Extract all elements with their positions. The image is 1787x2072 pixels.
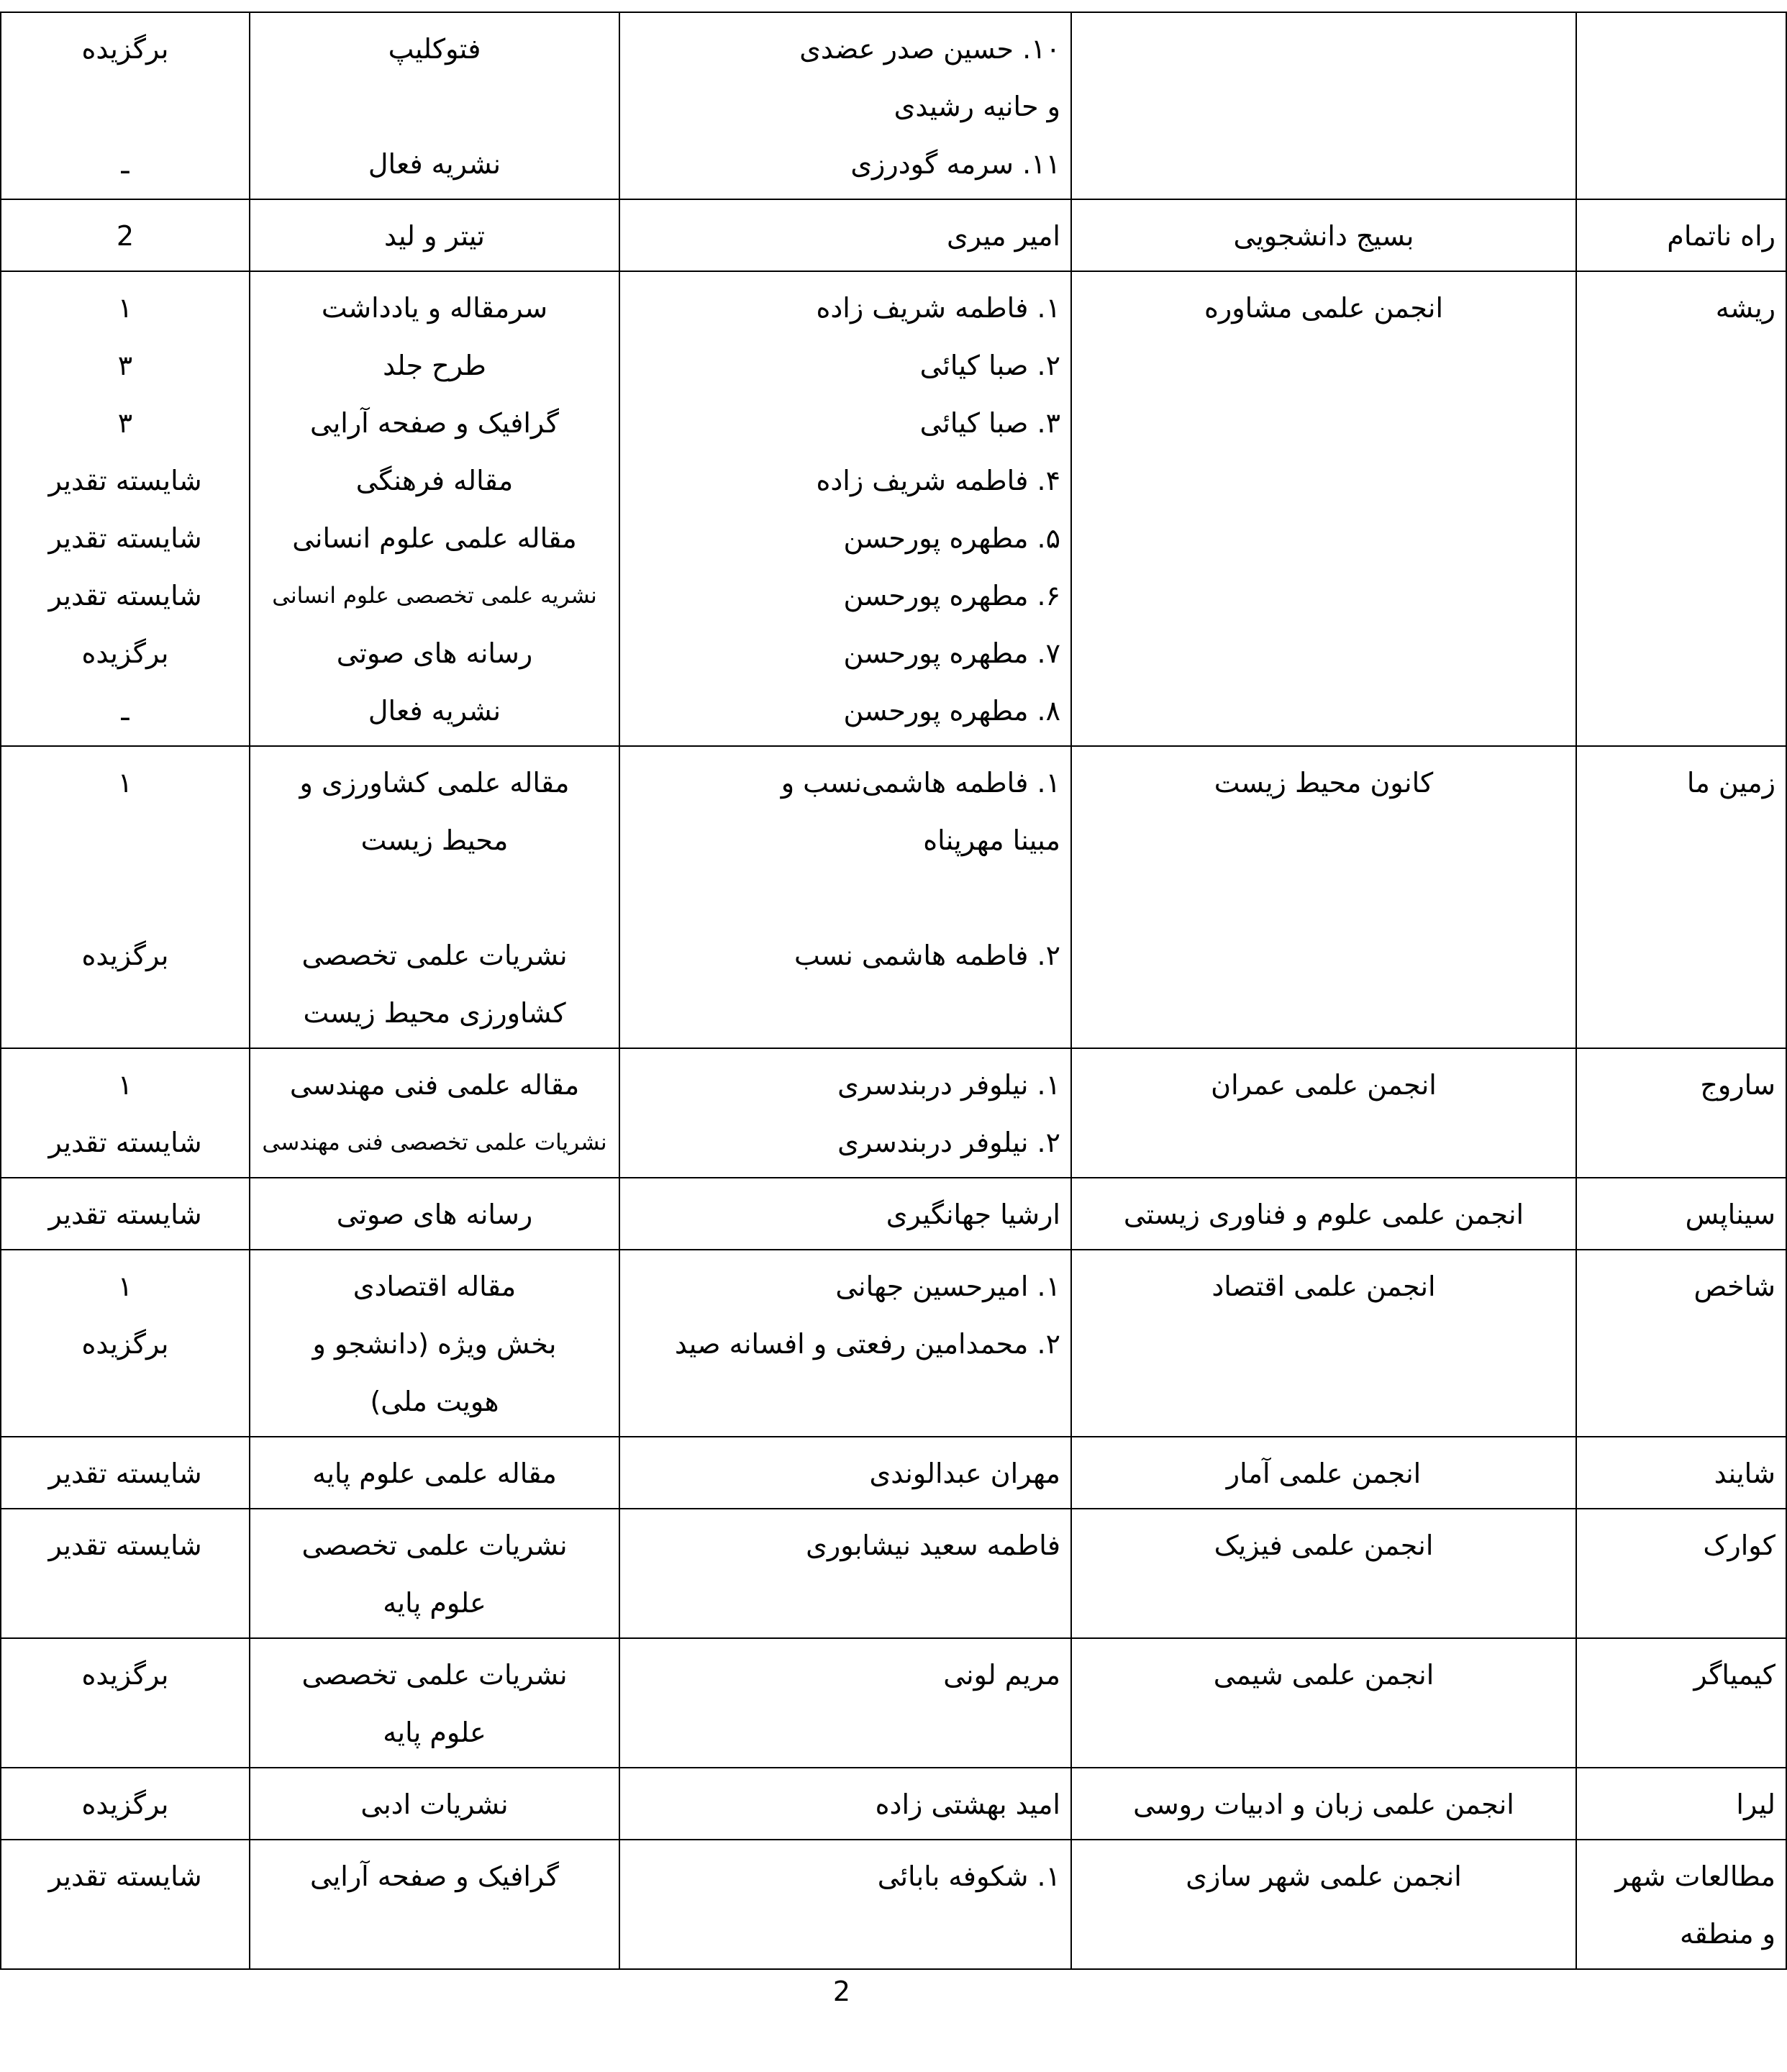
publication-name-line: و منطقه: [1679, 1918, 1775, 1950]
author-names-cell: [619, 1840, 1071, 1969]
author-names-line: ارشیا جهانگیری: [886, 1199, 1060, 1230]
publication-name-line: لیرا: [1736, 1789, 1775, 1820]
rank-line: ۱: [117, 1069, 133, 1101]
category-line: نشریات علمی تخصصی: [301, 940, 568, 971]
publication-name-cell: [1576, 1178, 1786, 1250]
author-names-line: مبینا مهرپناه: [923, 824, 1060, 856]
category-cell: [250, 199, 619, 271]
category-line: مقاله علمی فنی مهندسی: [289, 1069, 580, 1101]
table-row: [1, 1178, 1786, 1250]
rank-line: شایسته تقدیر: [48, 1860, 202, 1892]
organization-line: کانون محیط زیست: [1214, 767, 1434, 799]
rank-cell: [1, 271, 250, 746]
publication-name-cell: [1576, 271, 1786, 746]
author-names-cell: [619, 1638, 1071, 1768]
publication-name-line: شایند: [1714, 1458, 1775, 1489]
author-names-line: ۳. صبا کیائی: [919, 407, 1060, 439]
category-line: مقاله علمی علوم انسانی: [292, 522, 577, 554]
category-line: نشریات علمی تخصصی: [301, 1530, 568, 1561]
category-line: رسانه های صوتی: [336, 637, 533, 669]
category-line: نشریه فعال: [368, 148, 501, 180]
category-cell: [250, 1768, 619, 1840]
author-names-line: فاطمه سعید نیشابوری: [806, 1530, 1060, 1561]
category-line: تیتر و لید: [384, 220, 485, 252]
rank-line: شایسته تقدیر: [48, 580, 202, 612]
organization-cell: [1071, 271, 1576, 746]
table-row: [1, 1509, 1786, 1638]
organization-line: انجمن علمی مشاوره: [1204, 292, 1444, 324]
organization-line: انجمن علمی شیمی: [1213, 1659, 1434, 1691]
category-line: محیط زیست: [360, 824, 509, 856]
rank-cell: [1, 1638, 250, 1768]
rank-line: ـ: [121, 695, 129, 727]
rank-cell: [1, 199, 250, 271]
organization-line: انجمن علمی عمران: [1211, 1069, 1437, 1101]
author-names-line: [630, 869, 1060, 927]
author-names-line: مهران عبدالوندی: [869, 1458, 1060, 1489]
organization-line: انجمن علمی زبان و ادبیات روسی: [1133, 1789, 1514, 1820]
author-names-line: امید بهشتی زاده: [875, 1789, 1060, 1820]
category-line: علوم پایه: [383, 1717, 486, 1748]
organization-line: انجمن علمی آمار: [1226, 1458, 1422, 1489]
category-line: طرح جلد: [383, 350, 486, 381]
publication-name-cell: [1576, 12, 1786, 199]
rank-cell: [1, 1840, 250, 1969]
publication-name-line: کوارک: [1703, 1530, 1775, 1561]
rank-line: برگزیده: [81, 1659, 169, 1691]
publication-name-line: ساروج: [1700, 1069, 1775, 1101]
category-cell: [250, 1638, 619, 1768]
table-row: [1, 1638, 1786, 1768]
author-names-line: ۵. مطهره پورحسن: [843, 522, 1060, 554]
author-names-cell: [619, 1178, 1071, 1250]
category-line: مقاله علمی کشاورزی و: [299, 767, 570, 799]
category-line: رسانه های صوتی: [336, 1199, 533, 1230]
category-cell: [250, 1840, 619, 1969]
table-row: [1, 271, 1786, 746]
rank-line: شایسته تقدیر: [48, 465, 202, 496]
category-line: نشریه علمی تخصصی علوم انسانی: [272, 583, 597, 609]
author-names-line: ۶. مطهره پورحسن: [843, 580, 1060, 612]
organization-line: بسیج دانشجویی: [1233, 220, 1414, 252]
publication-name-cell: [1576, 1250, 1786, 1437]
category-cell: [250, 1178, 619, 1250]
category-cell: [250, 1509, 619, 1638]
author-names-cell: [619, 1250, 1071, 1437]
organization-line: انجمن علمی فیزیک: [1214, 1530, 1434, 1561]
rank-line: 2: [116, 220, 135, 252]
organization-cell: [1071, 1638, 1576, 1768]
rank-cell: [1, 1768, 250, 1840]
publication-name-cell: [1576, 1048, 1786, 1178]
organization-line: [1082, 20, 1565, 78]
organization-line: انجمن علمی شهر سازی: [1186, 1860, 1462, 1892]
publication-name-line: کیمیاگر: [1693, 1659, 1775, 1691]
organization-cell: [1071, 1840, 1576, 1969]
category-line: مقاله علمی علوم پایه: [312, 1458, 557, 1489]
author-names-line: ۷. مطهره پورحسن: [843, 637, 1060, 669]
table-row: [1, 1437, 1786, 1509]
publication-name-line: زمین ما: [1686, 767, 1775, 799]
rank-line: شایسته تقدیر: [48, 1530, 202, 1561]
rank-cell: [1, 12, 250, 199]
category-line: مقاله فرهنگی: [355, 465, 514, 496]
table-row: [1, 746, 1786, 1048]
category-line: مقاله اقتصادی: [353, 1271, 517, 1302]
rank-cell: [1, 746, 250, 1048]
author-names-cell: [619, 1437, 1071, 1509]
author-names-line: ۱. امیرحسین جهانی: [835, 1271, 1060, 1302]
category-line: کشاورزی محیط زیست: [303, 997, 566, 1029]
rank-line: شایسته تقدیر: [48, 1199, 202, 1230]
author-names-line: امیر میری: [947, 220, 1060, 252]
publication-name-line: [1587, 20, 1775, 78]
publication-name-line: شاخص: [1693, 1271, 1775, 1302]
category-line: [260, 78, 609, 135]
rank-line: برگزیده: [81, 33, 169, 65]
rank-cell: [1, 1437, 250, 1509]
organization-cell: [1071, 1437, 1576, 1509]
rank-line: ۱: [117, 1271, 133, 1302]
author-names-cell: [619, 199, 1071, 271]
rank-cell: [1, 1509, 250, 1638]
publication-name-cell: [1576, 199, 1786, 271]
author-names-cell: [619, 271, 1071, 746]
organization-cell: [1071, 1250, 1576, 1437]
category-cell: [250, 12, 619, 199]
category-cell: [250, 1437, 619, 1509]
organization-cell: [1071, 1509, 1576, 1638]
author-names-cell: [619, 1768, 1071, 1840]
rank-line: برگزیده: [81, 1328, 169, 1360]
table-row: [1, 1840, 1786, 1969]
category-line: فتوکلیپ: [388, 33, 481, 65]
category-line: نشریه فعال: [368, 695, 501, 727]
author-names-line: ۲. محمدامین رفعتی و افسانه صید: [674, 1328, 1060, 1360]
category-line: نشریات ادبی: [360, 1789, 509, 1820]
author-names-line: ۲. فاطمه هاشمی نسب: [794, 940, 1060, 971]
author-names-line: ۱۱. سرمه گودرزی: [850, 148, 1060, 180]
organization-line: انجمن علمی اقتصاد: [1211, 1271, 1436, 1302]
publication-name-line: مطالعات شهر: [1615, 1860, 1775, 1892]
author-names-line: ۱. نیلوفر دربندسری: [837, 1069, 1060, 1101]
publication-name-cell: [1576, 1638, 1786, 1768]
publication-name-cell: [1576, 1840, 1786, 1969]
category-line: هویت ملی): [370, 1386, 499, 1417]
author-names-line: ۱۰. حسین صدر عضدی: [799, 33, 1060, 65]
rank-line: برگزیده: [81, 637, 169, 669]
category-line: علوم پایه: [383, 1587, 486, 1619]
category-line: گرافیک و صفحه آرایی: [310, 407, 559, 439]
awards-table-body: [1, 12, 1786, 1969]
category-line: نشریات علمی تخصصی: [301, 1659, 568, 1691]
rank-line: [12, 78, 239, 135]
publication-name-line: راه ناتمام: [1667, 220, 1775, 252]
author-names-line: و حانیه رشیدی: [894, 91, 1060, 122]
rank-cell: [1, 1048, 250, 1178]
table-row: [1, 1048, 1786, 1178]
rank-cell: [1, 1250, 250, 1437]
category-line: بخش ویژه (دانشجو و: [312, 1328, 557, 1360]
rank-line: برگزیده: [81, 1789, 169, 1820]
author-names-line: ۱. شکوفه بابائی: [877, 1860, 1060, 1892]
author-names-cell: [619, 1509, 1071, 1638]
awards-table: [0, 12, 1787, 1970]
table-row: [1, 1250, 1786, 1437]
author-names-cell: [619, 746, 1071, 1048]
author-names-line: ۸. مطهره پورحسن: [843, 695, 1060, 727]
category-line: [260, 869, 609, 927]
author-names-line: ۲. نیلوفر دربندسری: [837, 1127, 1060, 1158]
author-names-line: ۴. فاطمه شریف زاده: [816, 465, 1060, 496]
table-row: [1, 1768, 1786, 1840]
category-cell: [250, 271, 619, 746]
author-names-line: ۱. فاطمه هاشمی‌نسب و: [781, 767, 1060, 799]
rank-line: ۱: [117, 767, 133, 799]
rank-line: ـ: [121, 148, 129, 180]
category-line: نشریات علمی تخصصی فنی مهندسی: [262, 1130, 607, 1155]
rank-line: شایسته تقدیر: [48, 1127, 202, 1158]
rank-line: ۱: [117, 292, 133, 324]
organization-cell: [1071, 1768, 1576, 1840]
rank-line: برگزیده: [81, 940, 169, 971]
author-names-cell: [619, 1048, 1071, 1178]
organization-cell: [1071, 1178, 1576, 1250]
publication-name-cell: [1576, 1768, 1786, 1840]
category-cell: [250, 1048, 619, 1178]
publication-name-line: ریشه: [1715, 292, 1775, 324]
rank-line: [12, 869, 239, 927]
rank-line: ۳: [117, 407, 133, 439]
page-number: 2: [832, 1976, 851, 2007]
rank-line: شایسته تقدیر: [48, 522, 202, 554]
rank-line: ۳: [117, 350, 133, 381]
table-row: [1, 12, 1786, 199]
organization-cell: [1071, 1048, 1576, 1178]
category-line: گرافیک و صفحه آرایی: [310, 1860, 559, 1892]
rank-line: شایسته تقدیر: [48, 1458, 202, 1489]
publication-name-line: سیناپس: [1685, 1199, 1775, 1230]
rank-cell: [1, 1178, 250, 1250]
author-names-cell: [619, 12, 1071, 199]
organization-cell: [1071, 199, 1576, 271]
publication-name-cell: [1576, 746, 1786, 1048]
organization-cell: [1071, 746, 1576, 1048]
publication-name-cell: [1576, 1509, 1786, 1638]
organization-line: انجمن علمی علوم و فناوری زیستی: [1123, 1199, 1524, 1230]
author-names-line: ۲. صبا کیائی: [919, 350, 1060, 381]
organization-cell: [1071, 12, 1576, 199]
category-line: سرمقاله و یادداشت: [321, 292, 548, 324]
category-cell: [250, 1250, 619, 1437]
publication-name-cell: [1576, 1437, 1786, 1509]
author-names-line: ۱. فاطمه شریف زاده: [816, 292, 1060, 324]
rank-line: [12, 812, 239, 869]
table-row: [1, 199, 1786, 271]
category-cell: [250, 746, 619, 1048]
author-names-line: مریم لونی: [943, 1659, 1060, 1691]
